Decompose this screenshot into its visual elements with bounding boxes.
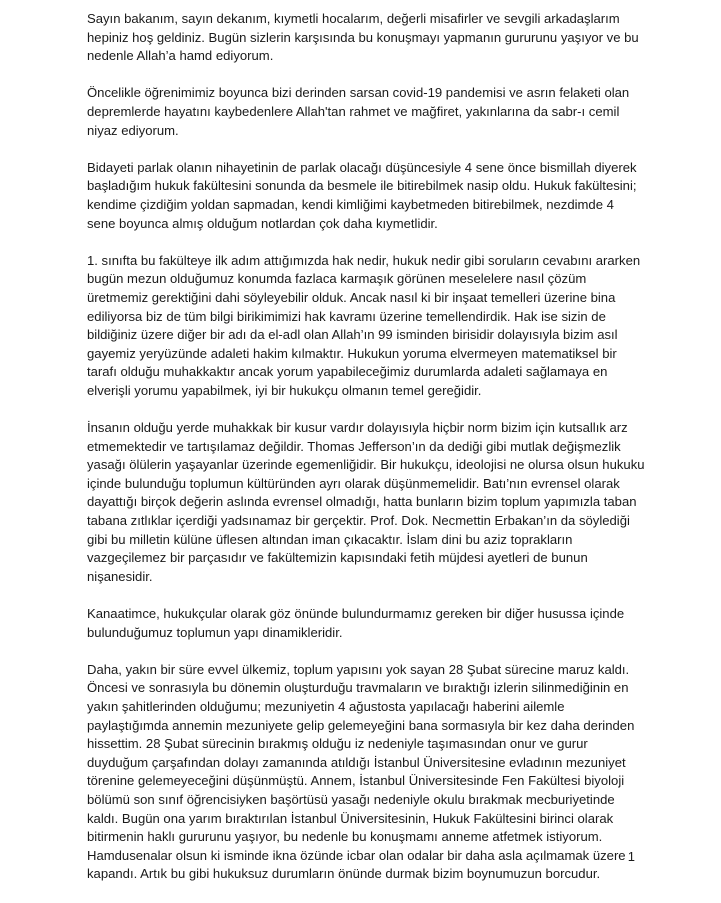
paragraph-beginning: Bidayeti parlak olanın nihayetinin de parlak olacağı düşüncesiyle 4 sene önce bismillah diyerek başladığım hukuk fakültesini sonunda da besmele ile bitirebilmek nasip oldu. Hukuk fakültesini; kendime çizdiğim yoldan sapmadan, kendi kimliğimi kaybetmeden bitirebilmek, nezdimde 4 sene boyunca almış olduğum notlardan çok daha kıymetlidir. — [87, 159, 637, 231]
document-body — [87, 10, 645, 903]
paragraph-condolence: Öncelikle öğrenimimiz boyunca bizi derinden sarsan covid-19 pandemisi ve asrın felaketi olan depremlerde hayatını kaybedenlere Allah'tan rahmet ve mağfiret, yakınlarına da sabr-ı cemil niyaz ediyorum. — [87, 85, 630, 138]
paragraph-society: Kanaatimce, hukukçular olarak göz önünde bulundurmamız gereken bir diğer husussa içinde bulunduğumuz toplumun yapı dinamikleridir. — [87, 606, 625, 640]
page-number: 1 — [627, 849, 635, 864]
paragraph-norms: İnsanın olduğu yerde muhakkak bir kusur vardır dolayısıyla hiçbir norm bizim için kutsallık arz etmemektedir ve tartışılamaz değildir. Thomas Jefferson’ın da dediği gibi mutlak değişmezlik yasağı ölülerin yaşayanlar üzerinde egemenliğidir. Bir hukukçu, ideolojisi ne olursa olsun hukuku içinde bulunduğu toplumun kültüründen ayrı olarak düşünmemelidir. Batı’nın evrensel olarak dayattığı birçok değerin aslında evrensel olmadığı, hatta bunların bizim toplum yapımızla taban tabana zıtlıklar içerdiği yadsınamaz bir gerçektir. Prof. Dok. Necmettin Erbakan’ın da söylediği gibi bu milletin külüne üflesen altından iman çıkacaktır. İslam dini bu aziz toprakların vazgeçilemez bir parçasıdır ve fakültemizin kapısındaki fetih müjdesi ayetleri de bunun nişanesidir. — [87, 420, 645, 584]
paragraph-greeting: Sayın bakanım, sayın dekanım, kıymetli hocalarım, değerli misafirler ve sevgili arkadaşlarım hepiniz hoş geldiniz. Bugün sizlerin karşısında bu konuşmayı yapmanın gururunu yaşıyor ve bu nedenle Allah’a hamd ediyorum. — [87, 11, 639, 64]
paragraph-february-28: Daha, yakın bir süre evvel ülkemiz, toplum yapısını yok sayan 28 Şubat sürecine maruz kaldı. Öncesi ve sonrasıyla bu dönemin oluşturduğu travmaların ve bıraktığı izlerin silinmediğinin en yakın şahitlerinden olduğumu; mezuniyetin 4 ağustosta yapılacağı haberini ailemle paylaştığımda annemin mezuniyete gelip gelemeyeğini bana sormasıyla bir kez daha derinden hissettim. 28 Şubat sürecinin bırakmış olduğu iz nedeniyle taşımasından onur ve gurur duyduğum çarşafından dolayı zamanında atıldığı İstanbul Üniversitesine evladının mezuniyet törenine gelemeyeceğini düşünmüştü. Annem, İstanbul Üniversitesinde Fen Fakültesi biyoloji bölümü son sınıf öğrencisiyken başörtüsü yasağı nedeniyle okulu bırakmak mecburiyetinde kaldı. Bugün ona yarım bıraktırılan İstanbul Üniversitesinin, Hukuk Fakültesini birinci olarak bitirmenin haklı gururunu yaşıyor, bu nedenle bu konuşmamı anneme atfetmek istiyorum. Hamdusenalar olsun ki isminde ikna özünde icbar olan odalar bir daha asla açılmamak üzere kapandı. Artık bu gibi hukuksuz durumların önünde durmak bizim boynumuzun borcudur. — [87, 661, 635, 882]
paragraph-first-year: 1. sınıfta bu fakülteye ilk adım attığımızda hak nedir, hukuk nedir gibi soruların cevabını ararken bugün mezun olduğumuz konumda fazlaca karmaşık görünen meselelere nasıl çözüm üretmemiz gerektiğini dahi söyleyebilir olduk. Ancak nasıl ki bir inşaat temelleri üzerine bina ediliyorsa biz de tüm bilgi birikimimizi hak kavramı üzerine temellendirdik. Hak ise sizin de bildiğiniz üzere diğer bir adı da el-adl olan Allah’ın 99 isminden birisidir dolayısıyla bizim asıl gayemiz yeryüzünde adaleti hakim kılmaktır. Hukukun yoruma elvermeyen matematiksel bir tarafı olduğu muhakkaktır ancak yorum yapabileceğimiz durumlarda adaleti sağlamaya en elverişli yorumu yapabilmek, iyi bir hukukçu olmanın temel gereğidir. — [87, 252, 641, 398]
